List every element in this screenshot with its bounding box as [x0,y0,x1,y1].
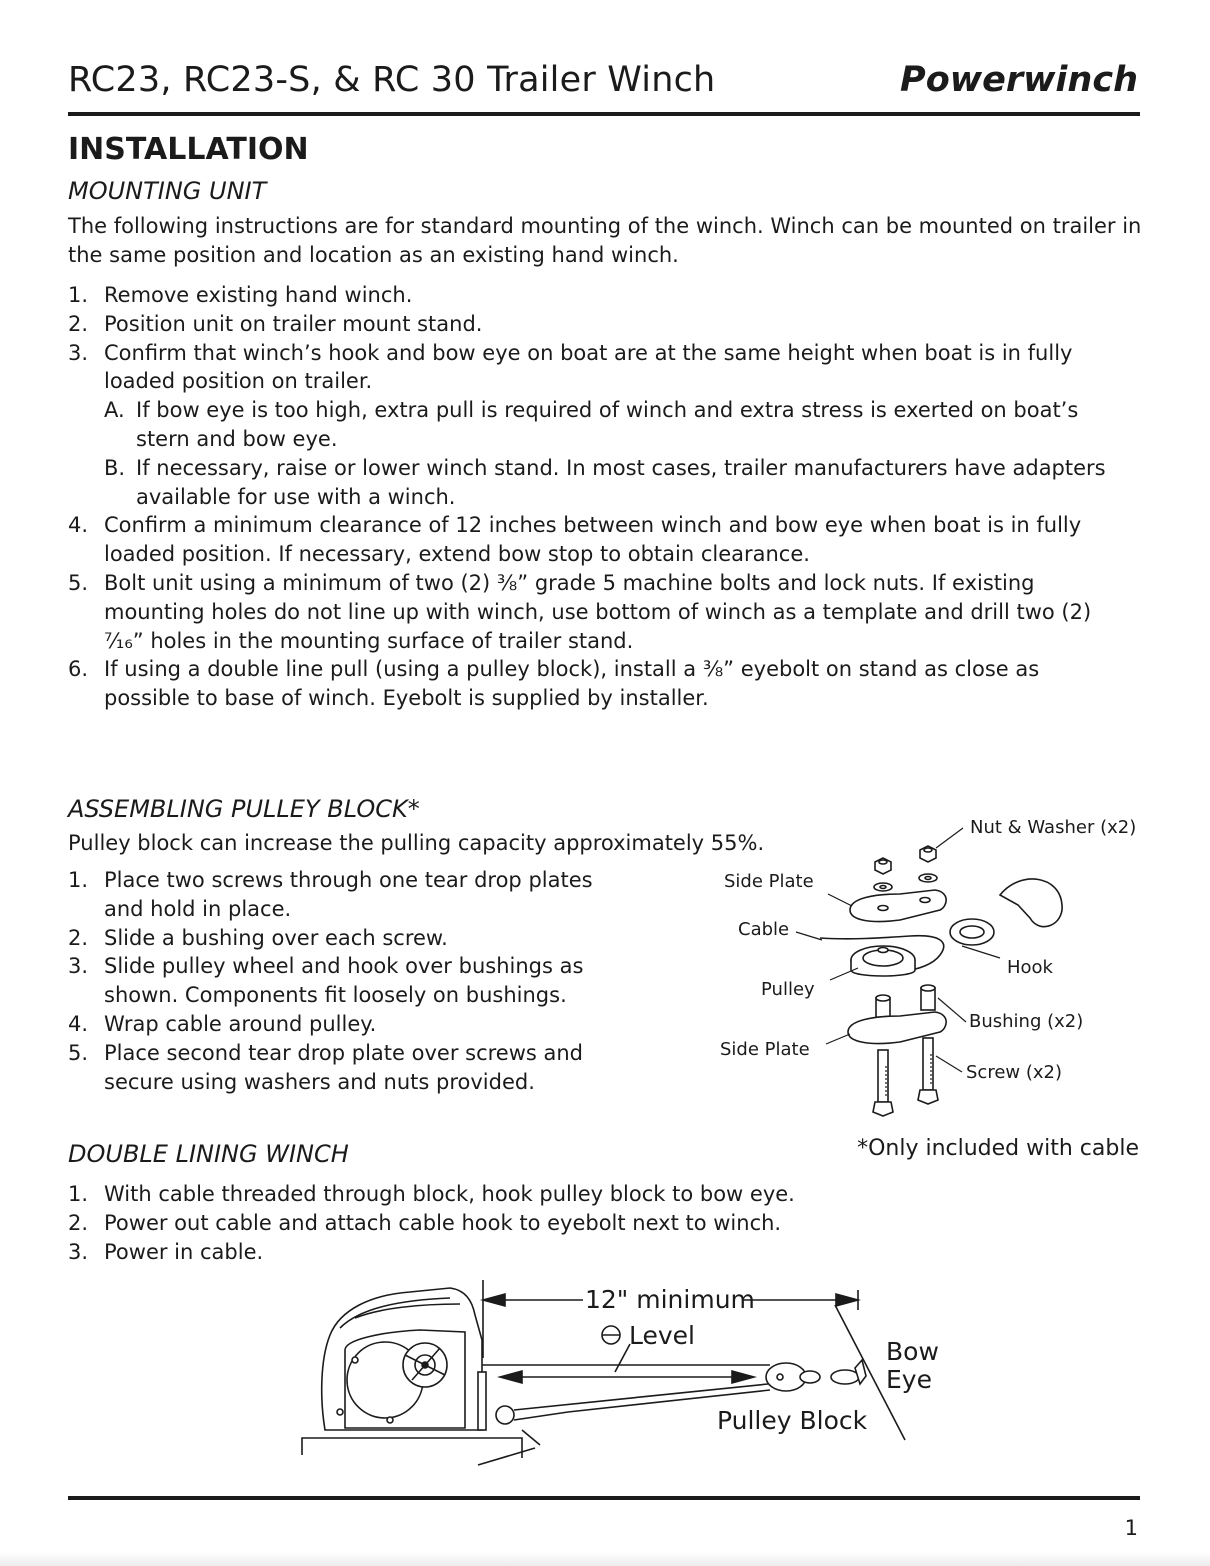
pulley-step [68,924,688,953]
label-bushing: Bushing (x2) [969,1011,1084,1032]
hook-icon [1000,879,1062,927]
mounting-step [68,339,1148,512]
step-text: Power out cable and attach cable hook to eyebolt next to winch. [104,1210,782,1235]
pulley-step [68,952,688,1010]
substep-letter: A. [104,398,125,423]
label-bow: Bow [886,1337,939,1366]
label-nut-washer: Nut & Washer (x2) [970,817,1137,838]
mounting-intro [68,212,1148,269]
step-text: ⁷⁄₁₆” holes in the mounting surface of trailer stand. [104,628,634,653]
step-text: loaded position on trailer. [104,369,373,394]
pulley-wheel-shape [851,946,915,976]
label-12-minimum: 12" minimum [585,1285,755,1314]
step-number: 4. [68,513,89,538]
step-number: 5. [68,570,89,595]
eyebolt-icon [496,1406,514,1424]
double-lining-heading: DOUBLE LINING WINCH [68,1140,349,1168]
step-number: 3. [68,954,89,979]
pulley-intro: Pulley block can increase the pulling capacity approximately 55%. [68,831,765,855]
mounting-step [68,655,1148,713]
double-line-winch-diagram [300,1280,950,1470]
pulley-block-icon [766,1363,820,1391]
step-text: secure using washers and nuts provided. [104,1069,535,1094]
label-pulley-block: Pulley Block [717,1406,868,1435]
double-step [68,1180,968,1209]
mounting-step [68,511,1148,569]
step-text: Slide a bushing over each screw. [104,925,448,950]
step-text: Position unit on trailer mount stand. [104,311,483,336]
substep-text: If bow eye is too high, extra pull is required of winch and extra stress is exerted on boat’s [136,398,1079,423]
pulley-block-exploded-diagram [700,810,1150,1130]
mounting-step [68,310,1148,339]
label-side-plate-top: Side Plate [724,871,814,892]
mounting-intro-line: the same position and location as an existing hand winch. [68,242,679,267]
page-number: 1 [1124,1516,1138,1540]
step-text: Slide pulley wheel and hook over bushings as [104,954,584,979]
step-number: 4. [68,1011,89,1036]
step-text: Place second tear drop plate over screws and [104,1040,584,1065]
winch-stand-shape [302,1438,522,1458]
pulley-block-heading: ASSEMBLING PULLEY BLOCK* [68,795,420,823]
winch-icon [322,1288,486,1430]
step-number: 5. [68,1040,89,1065]
cable-footnote: *Only included with cable [857,1136,1139,1161]
label-hook: Hook [1007,957,1053,978]
section-title: INSTALLATION [68,132,309,167]
step-number: 2. [68,1210,89,1235]
step-text: With cable threaded through block, hook pulley block to bow eye. [104,1182,795,1206]
step-number: 1. [68,283,89,307]
mounting-step [68,569,1148,655]
mounting-substep [104,454,1148,512]
mounting-unit-heading: MOUNTING UNIT [68,177,267,205]
step-text: If using a double line pull (using a pulley block), install a ⅜” eyebolt on stand as close as [104,657,1040,682]
nut-icon [874,858,892,891]
step-number: 3. [68,340,89,365]
pulley-steps [68,866,688,1096]
double-lining-steps [68,1180,968,1266]
step-text: Power in cable. [104,1239,264,1264]
double-step [68,1238,968,1267]
mounting-steps [68,281,1148,713]
mounting-intro-line: The following instructions are for standard mounting of the winch. Winch can be mounted on trailer in [68,214,1142,238]
substep-letter: B. [104,455,126,480]
step-text: loaded position. If necessary, extend bow stop to obtain clearance. [104,542,810,567]
step-text: Confirm a minimum clearance of 12 inches between winch and bow eye when boat is in fully [104,513,1082,538]
brand-name: Powerwinch [900,60,1138,100]
step-number: 3. [68,1239,89,1264]
step-text: Remove existing hand winch. [104,283,413,307]
screw-icon [918,1038,938,1104]
step-text: Confirm that winch’s hook and bow eye on boat are at the same height when boat is in fully [104,340,1073,365]
double-step [68,1209,968,1238]
pulley-step [68,1010,688,1039]
substep-text: stern and bow eye. [136,426,338,451]
label-screw: Screw (x2) [966,1062,1062,1083]
page-edge-shade [0,1552,1210,1566]
pulley-step [68,1039,688,1097]
label-pulley: Pulley [761,979,815,1000]
mounting-step [68,281,1148,310]
step-number: 1. [68,1182,89,1206]
header-rule [68,112,1140,116]
step-text: shown. Components fit loosely on bushings. [104,983,567,1008]
step-text: mounting holes do not line up with winch, use bottom of winch as a template and drill two (2) [104,599,1092,624]
mounting-substeps [104,396,1148,511]
nut-icon [919,846,937,882]
mounting-substep [104,396,1148,454]
document-title: RC23, RC23-S, & RC 30 Trailer Winch [68,60,716,100]
step-number: 2. [68,925,89,950]
substep-text: available for use with a winch. [136,484,456,509]
screw-icon [873,1050,893,1116]
label-side-plate-bottom: Side Plate [720,1039,810,1060]
substep-text: If necessary, raise or lower winch stand. In most cases, trailer manufacturers have adapters [136,455,1106,480]
step-text: and hold in place. [104,896,292,921]
step-text: Place two screws through one tear drop plates [104,868,593,892]
label-eye: Eye [886,1365,932,1394]
step-text: Wrap cable around pulley. [104,1011,377,1036]
pulley-step [68,866,688,924]
step-text: Bolt unit using a minimum of two (2) ⅜” grade 5 machine bolts and lock nuts. If existing [104,570,1035,595]
bow-eye-icon [831,1360,866,1384]
step-text: possible to base of winch. Eyebolt is supplied by installer. [104,686,709,711]
side-plate-top-shape [850,890,946,922]
step-number: 1. [68,868,89,892]
label-level: Level [629,1321,695,1350]
label-cable: Cable [738,919,790,940]
step-number: 2. [68,311,89,336]
bushing-icon [921,985,935,1010]
step-number: 6. [68,657,89,682]
footer-rule [68,1496,1140,1500]
